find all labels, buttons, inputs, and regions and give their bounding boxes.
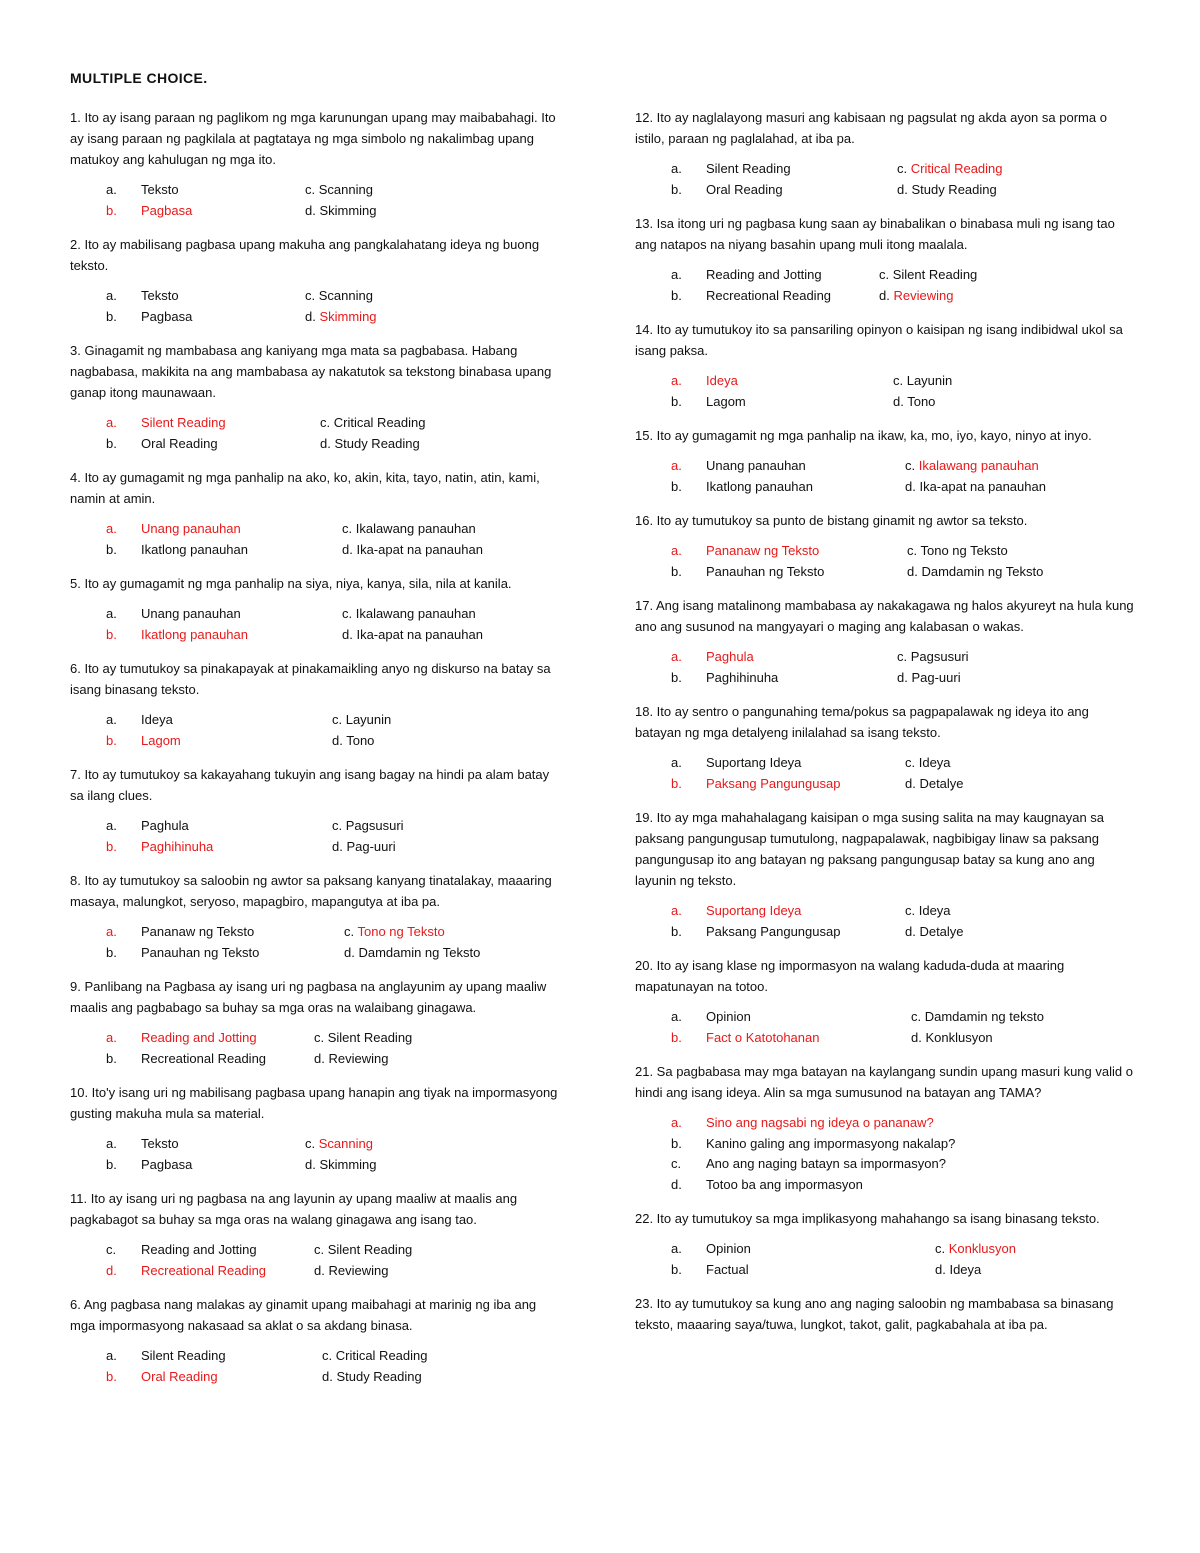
option-row bbox=[106, 943, 560, 964]
question-stem: 13. Isa itong uri ng pagbasa kung saan ay binabalikan o binabasa muli ng isang tao ang natapos na niyang basahin upang muli itong maalala. bbox=[635, 216, 1115, 252]
option-text[interactable]: Ikatlong panauhan bbox=[706, 478, 813, 494]
question-item bbox=[70, 1294, 560, 1387]
option-row bbox=[671, 371, 1135, 392]
option-text-right[interactable]: d. Skimming bbox=[305, 202, 377, 218]
question-item bbox=[635, 595, 1135, 688]
option-letter: c. bbox=[305, 1136, 319, 1151]
option-letter: b. bbox=[671, 1029, 682, 1045]
answer-options bbox=[671, 753, 1135, 794]
option-letter: c. bbox=[905, 458, 919, 473]
option-text-right[interactable] bbox=[305, 307, 377, 328]
correct-answer-text: Skimming bbox=[319, 308, 377, 324]
option-row bbox=[671, 753, 1135, 774]
option-text[interactable]: Silent Reading bbox=[706, 161, 791, 176]
question-item bbox=[635, 701, 1135, 794]
option-text-right[interactable]: d. Study Reading bbox=[897, 181, 997, 197]
option-letter: b. bbox=[106, 308, 117, 324]
option-row bbox=[106, 540, 560, 561]
option-row bbox=[671, 1113, 1135, 1134]
question-stem: 6. Ito ay tumutukoy sa pinakapayak at pinakamaikling anyo ng diskurso na batay sa isang binasang teksto. bbox=[70, 661, 551, 697]
option-row bbox=[671, 1239, 1135, 1260]
option-text[interactable]: Paksang Pangungusap bbox=[706, 775, 841, 791]
question-stem: 18. Ito ay sentro o pangunahing tema/pokus sa pagpapalawak ng ideya ito ang batayan ng mga detalyeng inilalahad sa isang teksto. bbox=[635, 704, 1089, 740]
option-text[interactable]: Sino ang nagsabi ng ideya o pananaw? bbox=[706, 1115, 934, 1130]
option-text-right[interactable] bbox=[935, 1239, 1016, 1260]
question-item bbox=[635, 1061, 1135, 1195]
option-text-right[interactable]: c. Pagsusuri bbox=[897, 649, 969, 664]
option-letter: a. bbox=[671, 267, 682, 282]
option-row bbox=[671, 774, 1135, 795]
option-letter: a. bbox=[671, 458, 682, 473]
option-letter: a. bbox=[106, 288, 117, 303]
option-text[interactable]: Fact o Katotohanan bbox=[706, 1029, 820, 1045]
question-item bbox=[70, 764, 560, 857]
question-item bbox=[635, 319, 1135, 412]
question-item bbox=[635, 213, 1135, 306]
option-row bbox=[671, 392, 1135, 413]
answer-options bbox=[106, 1028, 560, 1069]
option-row bbox=[106, 816, 560, 837]
option-text[interactable]: Paghihinuha bbox=[706, 669, 779, 685]
option-text-right[interactable]: d. Ideya bbox=[935, 1261, 982, 1277]
option-letter: a. bbox=[106, 818, 117, 833]
option-text-right[interactable]: c. Critical Reading bbox=[320, 415, 426, 430]
question-stem: 19. Ito ay mga mahahalagang kaisipan o mga susing salita na may kaugnayan sa paksang pangungusap tumutulong, nagpapalawak, nagbibigay linaw sa paksang pangungusap ito ang batayan ng paksang pangungusap batay sa kung ano ang layunin ng teksto. bbox=[635, 810, 1105, 888]
option-letter: c. bbox=[106, 1242, 117, 1257]
option-letter: b. bbox=[671, 1261, 682, 1277]
question-item bbox=[635, 510, 1135, 582]
answer-options bbox=[671, 1113, 1135, 1195]
option-text[interactable]: Unang panauhan bbox=[141, 606, 241, 621]
question-item bbox=[70, 340, 560, 454]
option-letter: b. bbox=[671, 775, 682, 791]
option-text[interactable]: Paghula bbox=[141, 818, 189, 833]
option-text-right[interactable]: d. Konklusyon bbox=[911, 1029, 993, 1045]
correct-answer-text: Scanning bbox=[318, 1136, 373, 1151]
option-text-right[interactable]: d. Detalye bbox=[905, 775, 964, 791]
option-letter: a. bbox=[671, 161, 682, 176]
left-column bbox=[70, 107, 560, 1400]
option-text[interactable]: Teksto bbox=[141, 288, 179, 303]
option-letter: a. bbox=[106, 182, 117, 197]
option-text[interactable]: Oral Reading bbox=[141, 1368, 218, 1384]
option-text-right[interactable]: c. Ikalawang panauhan bbox=[342, 521, 476, 536]
question-item bbox=[70, 1082, 560, 1175]
option-letter: b. bbox=[106, 435, 117, 451]
option-text-right[interactable]: d. Reviewing bbox=[314, 1262, 389, 1278]
option-row bbox=[106, 413, 560, 434]
option-letter: b. bbox=[106, 1156, 117, 1172]
option-row bbox=[106, 1049, 560, 1070]
option-letter: d. bbox=[106, 1262, 117, 1278]
option-row bbox=[671, 159, 1135, 180]
question-item bbox=[635, 1293, 1135, 1335]
option-letter: a. bbox=[671, 903, 682, 918]
option-text-right[interactable]: d. Study Reading bbox=[320, 435, 420, 451]
option-text[interactable]: Lagom bbox=[706, 393, 746, 409]
option-text[interactable]: Totoo ba ang impormasyon bbox=[706, 1176, 863, 1192]
option-row bbox=[106, 1134, 560, 1155]
option-text-right[interactable]: c. Critical Reading bbox=[322, 1348, 428, 1363]
question-stem: 14. Ito ay tumutukoy ito sa pansariling opinyon o kaisipan ng isang indibidwal ukol sa isang paksa. bbox=[635, 322, 1123, 358]
option-letter: a. bbox=[106, 1136, 117, 1151]
option-text-right[interactable]: d. Pag-uuri bbox=[897, 669, 961, 685]
option-text[interactable]: Ano ang naging batayn sa impormasyon? bbox=[706, 1156, 946, 1171]
option-row bbox=[671, 180, 1135, 201]
option-text[interactable]: Suportang Ideya bbox=[706, 903, 802, 918]
option-text[interactable]: Ideya bbox=[706, 373, 738, 388]
option-letter: a. bbox=[671, 543, 682, 558]
option-text[interactable]: Kanino galing ang impormasyong nakalap? bbox=[706, 1135, 956, 1151]
option-text[interactable]: Ideya bbox=[141, 712, 173, 727]
answer-options bbox=[106, 180, 560, 221]
option-text[interactable]: Opinion bbox=[706, 1241, 751, 1256]
option-letter: b. bbox=[671, 287, 682, 303]
option-text[interactable]: Unang panauhan bbox=[141, 521, 241, 536]
option-row bbox=[671, 1154, 1135, 1175]
option-text[interactable]: Oral Reading bbox=[141, 435, 218, 451]
question-item bbox=[70, 573, 560, 645]
answer-options bbox=[671, 159, 1135, 200]
option-row bbox=[106, 1261, 560, 1282]
option-text-right[interactable]: c. Layunin bbox=[332, 712, 392, 727]
option-row bbox=[106, 307, 560, 328]
option-row bbox=[106, 837, 560, 858]
option-text-right[interactable]: c. Layunin bbox=[893, 373, 953, 388]
option-text-right[interactable]: d. Tono bbox=[332, 732, 375, 748]
option-letter: b. bbox=[671, 393, 682, 409]
answer-options bbox=[106, 816, 560, 857]
option-letter: a. bbox=[671, 755, 682, 770]
option-row bbox=[671, 541, 1135, 562]
question-stem: 8. Ito ay tumutukoy sa saloobin ng awtor sa paksang kanyang tinatalakay, maaaring masaya, malungkot, seryoso, mapagbiro, mapangutya at iba pa. bbox=[70, 873, 552, 909]
option-row bbox=[671, 922, 1135, 943]
option-text-right[interactable]: c. Scanning bbox=[305, 288, 373, 303]
option-letter: c. bbox=[344, 924, 358, 939]
option-row bbox=[671, 647, 1135, 668]
option-text-right[interactable]: d. Study Reading bbox=[322, 1368, 422, 1384]
question-item bbox=[70, 1188, 560, 1281]
option-text[interactable]: Reading and Jotting bbox=[706, 267, 822, 282]
option-row bbox=[106, 710, 560, 731]
question-stem: 12. Ito ay naglalayong masuri ang kabisaan ng pagsulat ng akda ayon sa porma o istilo, paraan ng paglalahad, at iba pa. bbox=[635, 110, 1107, 146]
option-text-right[interactable] bbox=[879, 286, 953, 307]
option-row bbox=[106, 1367, 560, 1388]
answer-options bbox=[671, 901, 1135, 942]
option-text-right[interactable]: d. Damdamin ng Teksto bbox=[907, 563, 1044, 579]
option-text-right[interactable]: c. Ikalawang panauhan bbox=[342, 606, 476, 621]
question-item bbox=[70, 234, 560, 327]
option-text[interactable]: Panauhan ng Teksto bbox=[141, 944, 260, 960]
question-stem: 20. Ito ay isang klase ng impormasyon na walang kaduda-duda at maaring mapatunayan na totoo. bbox=[635, 958, 1065, 994]
correct-answer-text: Tono ng Teksto bbox=[357, 924, 445, 939]
option-letter: b. bbox=[106, 1050, 117, 1066]
question-stem: 11. Ito ay isang uri ng pagbasa na ang layunin ay upang maaliw at maalis ang pagkabagot sa buhay sa mga oras na walang ginagawa ang isang tao. bbox=[70, 1191, 518, 1227]
answer-options bbox=[106, 1134, 560, 1175]
option-letter: a. bbox=[106, 415, 117, 430]
option-text-right[interactable]: c. Scanning bbox=[305, 182, 373, 197]
answer-options bbox=[106, 604, 560, 645]
option-letter: a. bbox=[106, 1348, 117, 1363]
option-row bbox=[671, 1028, 1135, 1049]
option-text[interactable]: Opinion bbox=[706, 1009, 751, 1024]
option-text-right[interactable]: c. Silent Reading bbox=[314, 1242, 413, 1257]
option-row bbox=[671, 1175, 1135, 1196]
option-letter: a. bbox=[671, 1009, 682, 1024]
option-letter: a. bbox=[106, 924, 117, 939]
option-row bbox=[106, 1155, 560, 1176]
option-row bbox=[671, 477, 1135, 498]
option-letter: b. bbox=[671, 478, 682, 494]
answer-options bbox=[106, 1346, 560, 1387]
question-stem: 7. Ito ay tumutukoy sa kakayahang tukuyin ang isang bagay na hindi pa alam batay sa ilang clues. bbox=[70, 767, 550, 803]
option-row bbox=[671, 1007, 1135, 1028]
question-stem: 1. Ito ay isang paraan ng paglikom ng mga karunungan upang may maibabahagi. Ito ay isang paraan ng pagkilala at pagtataya ng mga simbolo ng nakalimbag upang matukoy ang kahulugan ng mga ito. bbox=[70, 110, 556, 167]
option-letter: c. bbox=[935, 1241, 949, 1256]
option-row bbox=[671, 1134, 1135, 1155]
option-letter: d. bbox=[879, 287, 894, 303]
option-text[interactable]: Pananaw ng Teksto bbox=[706, 543, 820, 558]
option-row bbox=[671, 1260, 1135, 1281]
option-text[interactable]: Silent Reading bbox=[141, 1348, 226, 1363]
question-item bbox=[70, 107, 560, 221]
option-row bbox=[106, 731, 560, 752]
option-letter: b. bbox=[106, 626, 117, 642]
option-row bbox=[106, 201, 560, 222]
option-text-right[interactable] bbox=[305, 1134, 373, 1155]
option-text-right[interactable]: c. Silent Reading bbox=[314, 1030, 413, 1045]
answer-options bbox=[671, 265, 1135, 306]
option-row bbox=[671, 901, 1135, 922]
option-text[interactable]: Reading and Jotting bbox=[141, 1242, 257, 1257]
question-stem: 3. Ginagamit ng mambabasa ang kaniyang mga mata sa pagbabasa. Habang nagbabasa, makikita na ang mambabasa ay nakatutok sa tekstong binabasa upang ganap itong maunawaan. bbox=[70, 343, 552, 400]
option-text-right[interactable]: c. Silent Reading bbox=[879, 267, 978, 282]
answer-options bbox=[106, 286, 560, 327]
option-text[interactable]: Pagbasa bbox=[141, 308, 193, 324]
option-row bbox=[106, 1346, 560, 1367]
question-item bbox=[635, 1208, 1135, 1280]
answer-options bbox=[671, 1239, 1135, 1280]
option-text[interactable]: Teksto bbox=[141, 1136, 179, 1151]
option-text-right[interactable]: d. Damdamin ng Teksto bbox=[344, 944, 481, 960]
option-text-right[interactable]: c. Ideya bbox=[905, 755, 951, 770]
option-text[interactable]: Lagom bbox=[141, 732, 181, 748]
option-letter: a. bbox=[106, 606, 117, 621]
option-text[interactable]: Panauhan ng Teksto bbox=[706, 563, 825, 579]
option-text-right[interactable]: c. Ideya bbox=[905, 903, 951, 918]
correct-answer-text: Konklusyon bbox=[948, 1241, 1016, 1256]
option-letter: b. bbox=[106, 1368, 117, 1384]
answer-options bbox=[671, 456, 1135, 497]
question-stem: 22. Ito ay tumutukoy sa mga implikasyong mahahango sa isang binasang teksto. bbox=[635, 1211, 1100, 1226]
correct-answer-text: Reviewing bbox=[893, 287, 954, 303]
option-text[interactable]: Suportang Ideya bbox=[706, 755, 802, 770]
option-text[interactable]: Unang panauhan bbox=[706, 458, 806, 473]
option-text-right[interactable]: c. Tono ng Teksto bbox=[907, 543, 1008, 558]
option-text-right[interactable] bbox=[905, 456, 1039, 477]
question-item bbox=[70, 658, 560, 751]
question-item bbox=[635, 807, 1135, 942]
option-text[interactable]: Recreational Reading bbox=[141, 1262, 267, 1278]
option-text[interactable]: Factual bbox=[706, 1261, 749, 1277]
answer-options bbox=[671, 371, 1135, 412]
option-row bbox=[106, 434, 560, 455]
option-text-right[interactable] bbox=[344, 922, 445, 943]
option-row bbox=[671, 562, 1135, 583]
option-letter: b. bbox=[106, 838, 117, 854]
option-letter: d. bbox=[671, 1176, 682, 1192]
option-letter: b. bbox=[671, 181, 682, 197]
option-text[interactable]: Ikatlong panauhan bbox=[141, 541, 248, 557]
option-text-right[interactable]: d. Tono bbox=[893, 393, 936, 409]
option-row bbox=[106, 519, 560, 540]
right-column bbox=[635, 107, 1135, 1348]
question-stem: 21. Sa pagbabasa may mga batayan na kaylangang sundin upang masuri kung valid o hindi ang isang ideya. Alin sa mga sumusunod na batayan ang TAMA? bbox=[635, 1064, 1133, 1100]
option-row bbox=[671, 286, 1135, 307]
answer-options bbox=[671, 541, 1135, 582]
option-row bbox=[671, 456, 1135, 477]
question-item bbox=[70, 870, 560, 963]
option-text-right[interactable] bbox=[897, 159, 1003, 180]
option-letter: a. bbox=[106, 1030, 117, 1045]
option-text[interactable]: Ikatlong panauhan bbox=[141, 626, 248, 642]
option-row bbox=[106, 180, 560, 201]
option-row bbox=[106, 1240, 560, 1261]
question-item bbox=[635, 955, 1135, 1048]
option-text-right[interactable]: d. Ika-apat na panauhan bbox=[342, 541, 483, 557]
answer-options bbox=[106, 1240, 560, 1281]
option-text[interactable]: Pagbasa bbox=[141, 1156, 193, 1172]
question-item bbox=[70, 976, 560, 1069]
page-title: MULTIPLE CHOICE. bbox=[70, 70, 208, 86]
option-letter: d. bbox=[305, 308, 320, 324]
option-letter: b. bbox=[106, 732, 117, 748]
option-text[interactable]: Pananaw ng Teksto bbox=[141, 924, 255, 939]
option-text-right[interactable]: d. Ika-apat na panauhan bbox=[342, 626, 483, 642]
option-text-right[interactable]: d. Skimming bbox=[305, 1156, 377, 1172]
option-text[interactable]: Pagbasa bbox=[141, 202, 193, 218]
option-letter: a. bbox=[671, 1115, 682, 1130]
option-letter: b. bbox=[671, 923, 682, 939]
option-letter: a. bbox=[671, 1241, 682, 1256]
option-row bbox=[106, 625, 560, 646]
question-stem: 17. Ang isang matalinong mambabasa ay nakakagawa ng halos akyureyt na hula kung ano ang susunod na mangyayari o maging ang kalabasan o wakas. bbox=[635, 598, 1134, 634]
option-letter: c. bbox=[897, 161, 911, 176]
option-row bbox=[106, 286, 560, 307]
option-text[interactable]: Paghula bbox=[706, 649, 754, 664]
option-letter: b. bbox=[671, 1135, 682, 1151]
question-stem: 23. Ito ay tumutukoy sa kung ano ang naging saloobin ng mambabasa sa binasang teksto, maaaring saya/tuwa, lungkot, takot, galit, pagkabahala at iba pa. bbox=[635, 1296, 1114, 1332]
option-letter: a. bbox=[106, 521, 117, 536]
question-stem: 2. Ito ay mabilisang pagbasa upang makuha ang pangkalahatang ideya ng buong teksto. bbox=[70, 237, 540, 273]
question-stem: 10. Ito'y isang uri ng mabilisang pagbasa upang hanapin ang tiyak na impormasyong gusting makuha mula sa material. bbox=[70, 1085, 558, 1121]
option-text[interactable]: Oral Reading bbox=[706, 181, 783, 197]
correct-answer-text: Critical Reading bbox=[910, 161, 1003, 176]
option-text-right[interactable]: c. Pagsusuri bbox=[332, 818, 404, 833]
question-stem: 16. Ito ay tumutukoy sa punto de bistang ginamit ng awtor sa teksto. bbox=[635, 513, 1028, 528]
option-letter: b. bbox=[106, 202, 117, 218]
question-item bbox=[635, 425, 1135, 497]
option-letter: a. bbox=[671, 373, 682, 388]
question-stem: 15. Ito ay gumagamit ng mga panhalip na ikaw, ka, mo, iyo, kayo, ninyo at inyo. bbox=[635, 428, 1092, 443]
question-stem: 6. Ang pagbasa nang malakas ay ginamit upang maibahagi at marinig ng iba ang mga impormasyong nakasaad sa aklat o sa akdang binasa. bbox=[70, 1297, 537, 1333]
option-letter: b. bbox=[671, 563, 682, 579]
answer-options bbox=[671, 647, 1135, 688]
answer-options bbox=[106, 922, 560, 963]
option-row bbox=[106, 1028, 560, 1049]
option-text[interactable]: Recreational Reading bbox=[141, 1050, 267, 1066]
option-row bbox=[671, 668, 1135, 689]
answer-options bbox=[671, 1007, 1135, 1048]
option-text[interactable]: Paghihinuha bbox=[141, 838, 214, 854]
option-row bbox=[671, 265, 1135, 286]
question-stem: 5. Ito ay gumagamit ng mga panhalip na siya, niya, kanya, sila, nila at kanila. bbox=[70, 576, 512, 591]
question-item bbox=[635, 107, 1135, 200]
option-letter: b. bbox=[106, 944, 117, 960]
option-row bbox=[106, 922, 560, 943]
question-stem: 4. Ito ay gumagamit ng mga panhalip na ako, ko, akin, kita, tayo, natin, atin, kami, namin at amin. bbox=[70, 470, 540, 506]
option-text[interactable]: Paksang Pangungusap bbox=[706, 923, 841, 939]
option-text[interactable]: Silent Reading bbox=[141, 415, 226, 430]
option-letter: b. bbox=[671, 669, 682, 685]
question-item bbox=[70, 467, 560, 560]
correct-answer-text: Ikalawang panauhan bbox=[918, 458, 1039, 473]
question-stem: 9. Panlibang na Pagbasa ay isang uri ng pagbasa na anglayunim ay upang maaliw maalis ang pagbabago sa buhay sa mga oras na walaibang ginagawa. bbox=[70, 979, 547, 1015]
option-letter: c. bbox=[671, 1156, 682, 1171]
option-text-right[interactable]: c. Damdamin ng teksto bbox=[911, 1009, 1044, 1024]
option-letter: a. bbox=[106, 712, 117, 727]
option-text[interactable]: Teksto bbox=[141, 182, 179, 197]
option-text-right[interactable]: d. Reviewing bbox=[314, 1050, 389, 1066]
answer-options bbox=[106, 519, 560, 560]
answer-options bbox=[106, 710, 560, 751]
option-letter: b. bbox=[106, 541, 117, 557]
option-text-right[interactable]: d. Detalye bbox=[905, 923, 964, 939]
option-letter: a. bbox=[671, 649, 682, 664]
option-text-right[interactable]: d. Pag-uuri bbox=[332, 838, 396, 854]
option-text-right[interactable]: d. Ika-apat na panauhan bbox=[905, 478, 1046, 494]
option-text[interactable]: Reading and Jotting bbox=[141, 1030, 257, 1045]
option-text[interactable]: Recreational Reading bbox=[706, 287, 832, 303]
answer-options bbox=[106, 413, 560, 454]
option-row bbox=[106, 604, 560, 625]
